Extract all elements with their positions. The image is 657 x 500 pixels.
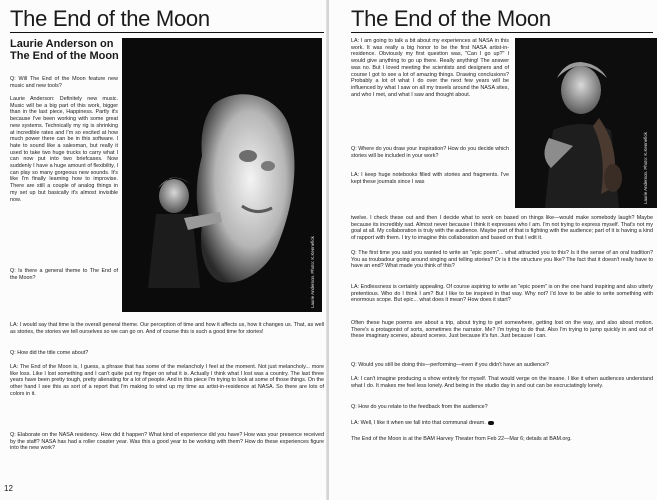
left-question-2: Q: Is there a general theme to The End of the Moon? bbox=[10, 268, 118, 281]
left-page bbox=[0, 0, 328, 500]
article-heading: Laurie Anderson on The End of the Moon bbox=[10, 38, 119, 62]
event-details: The End of the Moon is at the BAM Harvey Theater from Feb 22—Mar 6; details at BAM.org. bbox=[351, 436, 572, 442]
right-question-3: Q: Would you still be doing this—performing—even if you didn't have an audience? bbox=[351, 362, 549, 368]
right-answer-3: LA: Endlessness is certainly appealing. Of course aspiring to write an "epic poem" is on the one hand inspiring and also utterly pretentious. Who do I think I am? But I like to be inspired in that way. Why not? I'd love to be able to write something with enormous scope. But epic... what does it mean? How does it start? bbox=[351, 284, 653, 304]
right-question-1: Q: Where do you draw your inspiration? How do you decide which stories will be included in your work? bbox=[351, 146, 509, 159]
right-page bbox=[329, 0, 657, 500]
right-question-2: Q: The first time you said you wanted to write an "epic poem"... what attracted you to this? Is it the sense of an oral tradition? You as troubadour going around singing and telling stories? Or is it the structure you like? The fact that it doesn't really have to have an end? What made you think of this? bbox=[351, 250, 653, 270]
right-answer-5-text: LA: Well, I like it when we fall into that communal dream. bbox=[351, 420, 486, 426]
left-answer-3: LA: The End of the Moon is, I guess, a phrase that has some of the melancholy I feel at the moment. Not just melancholy... more like loss. Like I lost something and I can't quite put my finger on what it is. Actually I think what I lost was a country. The last three years have been pretty tough, pretty alienating for a lot of people. And in this piece I'm trying to look at some of those things. On the other hand I see this as sort of a report that I'm making to wind up my time as artist-in-residence at NASA. So there are lots of colors in it. bbox=[10, 364, 324, 397]
right-title-rule bbox=[351, 32, 653, 33]
performance-photo bbox=[122, 38, 322, 312]
left-answer-2: LA: I would say that time is the overall general theme. Our perception of time and how it affects us, how it changes us. That, as well as stories, the stories we tell ourselves so we can go on. And of course this is such a good time for stories! bbox=[10, 322, 324, 335]
performance-illustration bbox=[122, 38, 322, 312]
portrait-photo bbox=[515, 38, 657, 208]
left-question-4: Q: Elaborate on the NASA residency. How did it happen? What kind of experience did you have? How was your presence received by the staff? NASA has had a roller coaster year. Was this a good year to be working with them? How do these experiences figure into the new work? bbox=[10, 432, 324, 452]
left-question-3: Q: How did the title come about? bbox=[10, 350, 89, 356]
right-answer-2-cont: twelve. I check these out and then I decide what to work on based on things like—would make somebody laugh? Maybe because its incredibly sad. Almost never because I think it expresses who I am. I'm not trying to express myself. That's not my goal at all. My collaboration is truly with the audience. Maybe part of that is fighting with the audience; part of it is having a kind of rapport with them. I try to imagine this collaboration and based on that I edit it. bbox=[351, 215, 653, 242]
right-paragraph-4: Often these huge poems are about a trip, about trying to get somewhere, getting lost on the way, and also about motion. There's a protagonist of sorts, sometimes the narrator. Me? I'm trying to do that. Also I'm trying to jump quickly in and out of these imaginary scenes, absurd scenes. Just because it's fun. Just because I can. bbox=[351, 320, 653, 340]
page-number: 12 bbox=[4, 484, 13, 493]
left-answer-1: Laurie Anderson: Definitely new music. Music will be a big part of this work, bigger than in the last piece, Happiness. Partly it's because I've been working with some great new systems. Technically my rig is shrinking at incredible rates and I'm so excited at how much power there can be in this software. I hate to sound like a salesman, but really it used to take two huge trucks to carry what I can now put into two briefcases. Now suddenly I have a huge amount of flexibility, I can play so many gorgeous new sounds. It's like I'm finally learning how to improvise. There are still a couple of analog things in my set up but basically it's almost invisible now. bbox=[10, 96, 118, 203]
right-answer-1: LA: I am going to talk a bit about my experiences at NASA in this work. It was really a big honor to be the first NASA artist-in-residence. Obviously my first question was, "Can I go up?" I would give anything to go up there. Really anything! The answer was no. But I loved meeting the scientists and designers and of course I got to see a lot of amazing things. Drawing conclusions? Probably a lot of what I do over the next few years will be influenced by what I saw on all my travels around the NASA sites, and who I met, and what I saw and thought about. bbox=[351, 38, 509, 98]
right-answer-5 bbox=[351, 420, 653, 427]
portrait-illustration bbox=[515, 38, 657, 208]
right-page-title: The End of the Moon bbox=[351, 6, 551, 31]
left-title-rule bbox=[10, 32, 324, 33]
right-answer-4: LA: I can't imagine producing a show entirely for myself. That would verge on the insane. I like it when audiences understand what I do. It makes me feel less lonely. And being in the studio day in and out can be excruciatingly lonely. bbox=[351, 376, 653, 389]
right-question-4: Q: How do you relate to the feedback from the audience? bbox=[351, 404, 488, 410]
left-photo-credit: Laurie Anderson. Photo: K.Kennefick bbox=[310, 236, 315, 308]
end-mark-icon bbox=[488, 421, 494, 425]
right-photo-credit: Laurie Anderson. Photo: K.Kennefick bbox=[643, 132, 648, 204]
right-answer-2-start: LA: I keep huge notebooks filled with stories and fragments. I've kept these journals since I was bbox=[351, 172, 509, 185]
left-question-1: Q: Will The End of the Moon feature new music and new tools? bbox=[10, 76, 118, 89]
left-page-title: The End of the Moon bbox=[10, 6, 210, 31]
